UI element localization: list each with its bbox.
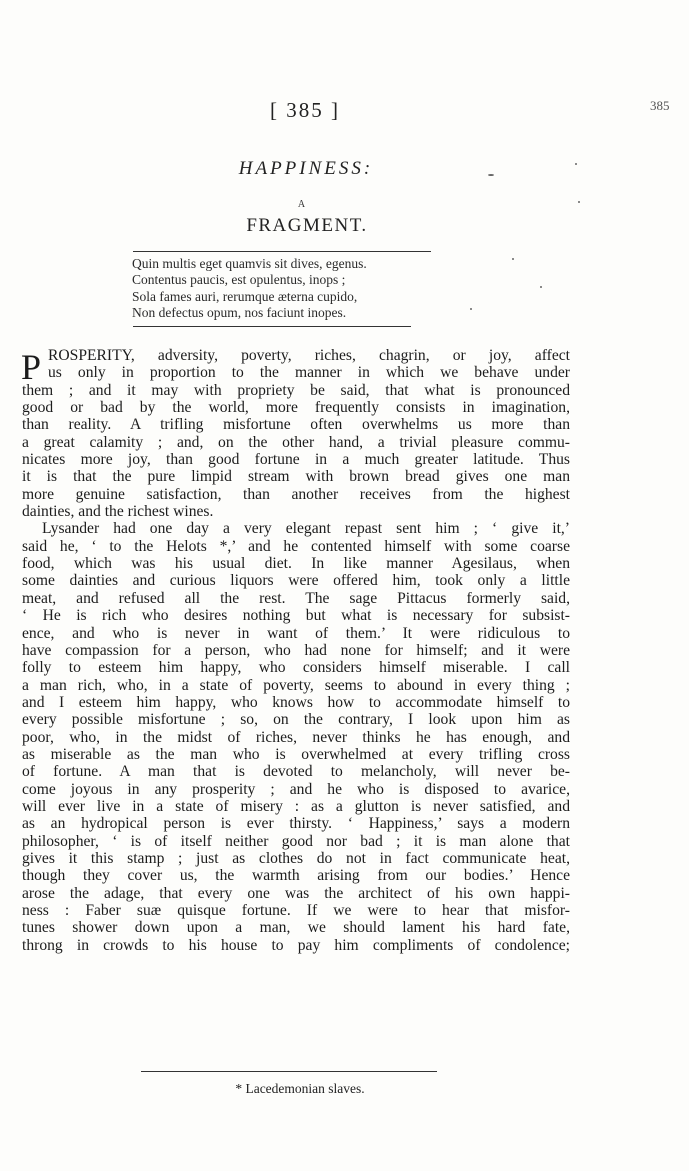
text-line: it is that the pure limpid stream with brown bread gives one man [22, 468, 570, 486]
text-line: said he, ‘ to the Helots *,’ and he contented himself with some coarse [22, 537, 570, 555]
text-line: food, which was his usual diet. In like manner Agesilaus, when [22, 555, 570, 573]
page-number: [ 385 ] [270, 98, 340, 122]
chapter-subtitle: FRAGMENT. [246, 215, 368, 236]
text-line: gives it this stamp ; just as clothes do not in fact communicate heat, [22, 849, 570, 867]
text-line: throng in crowds to his house to pay him compliments of condolence; [22, 936, 570, 954]
text-line: some dainties and curious liquors were offered him, took only a little [22, 572, 570, 590]
drop-cap: P [21, 347, 42, 387]
text-line: nicates more joy, than good fortune in a much greater latitude. Thus [22, 451, 570, 469]
text-line: ROSPERITY, adversity, poverty, riches, chagrin, or joy, affect [48, 347, 570, 364]
epigraph-top-rule [133, 251, 431, 252]
text-line: as an hydropical person is ever thirsty. ‘ Happiness,’ says a modern [22, 815, 570, 833]
text-line: dainties, and the richest wines. [22, 503, 214, 521]
text-line: as miserable as the man who is overwhelmed at every trifling cross [22, 745, 570, 763]
scan-speck [578, 201, 580, 203]
text-line: philosopher, ‘ is of itself neither good nor bad ; it is man alone that [22, 832, 570, 850]
text-line: come joyous in any prosperity ; and he who is disposed to avarice, [22, 780, 570, 798]
body-text [22, 347, 570, 954]
title-connector: A [297, 199, 307, 210]
text-line: than reality. A trifling misfortune often overwhelms us more than [22, 416, 570, 434]
epigraph-line: Contentus paucis, est opulentus, inops ; [132, 272, 346, 288]
footnote: * Lacedemonian slaves. [235, 1081, 365, 1096]
scan-speck [512, 258, 514, 260]
text-line: every possible misfortune ; so, on the contrary, I look upon him as [22, 711, 570, 729]
text-line: will ever live in a state of misery : as a glutton is never satisfied, and [22, 797, 570, 815]
chapter-title: HAPPINESS: [238, 158, 374, 179]
corner-page-mark: 385 [650, 98, 670, 113]
scan-speck [470, 308, 472, 310]
scan-speck [575, 163, 577, 165]
text-line: of fortune. A man that is devoted to melancholy, will never be- [22, 763, 570, 781]
text-line: though they cover us, the warmth arising from our bodies.’ Hence [22, 867, 570, 885]
latin-epigraph [132, 256, 462, 322]
epigraph-line: Quin multis eget quamvis sit dives, egenus. [132, 256, 367, 271]
text-line: folly to esteem him happy, who considers himself miserable. I call [22, 659, 570, 677]
scan-speck [488, 174, 494, 176]
scan-speck [540, 286, 542, 288]
text-line: us only in proportion to the manner in which we behave under [48, 364, 570, 382]
text-line: meat, and refused all the rest. The sage Pittacus formerly said, [22, 589, 570, 607]
text-line: tunes shower down upon a man, we should lament his hard fate, [22, 919, 570, 937]
text-line: good or bad by the world, more frequently consists in imagination, [22, 399, 570, 417]
text-line: a great calamity ; and, on the other hand, a trivial pleasure commu- [22, 433, 570, 451]
text-line: more genuine satisfaction, than another receives from the highest [22, 485, 570, 503]
footnote-rule [141, 1071, 437, 1072]
text-line: a man rich, who, in a state of poverty, seems to abound in every thing ; [22, 676, 570, 694]
epigraph-line: Sola fames auri, rerumque æterna cupido, [132, 288, 358, 304]
epigraph-line: Non defectus opum, nos faciunt inopes. [132, 305, 347, 321]
text-line: ence, and who is never in want of them.’ It were ridiculous to [22, 624, 570, 642]
text-line: and I esteem him happy, who knows how to accommodate himself to [22, 693, 570, 711]
text-line: them ; and it may with propriety be said, that what is pronounced [22, 381, 570, 399]
text-line: ness : Faber suæ quisque fortune. If we were to hear that misfor- [22, 902, 570, 919]
text-line: ‘ He is rich who desires nothing but what is necessary for subsist- [22, 607, 570, 625]
text-line: have compassion for a person, who had none for himself; and it were [22, 641, 570, 659]
text-line: Lysander had one day a very elegant repast sent him ; ‘ give it,’ [42, 520, 570, 538]
text-line: poor, who, in the midst of riches, never thinks he has enough, and [22, 728, 570, 746]
epigraph-bottom-rule [133, 326, 411, 327]
text-line: arose the adage, that every one was the architect of his own happi- [22, 884, 570, 902]
